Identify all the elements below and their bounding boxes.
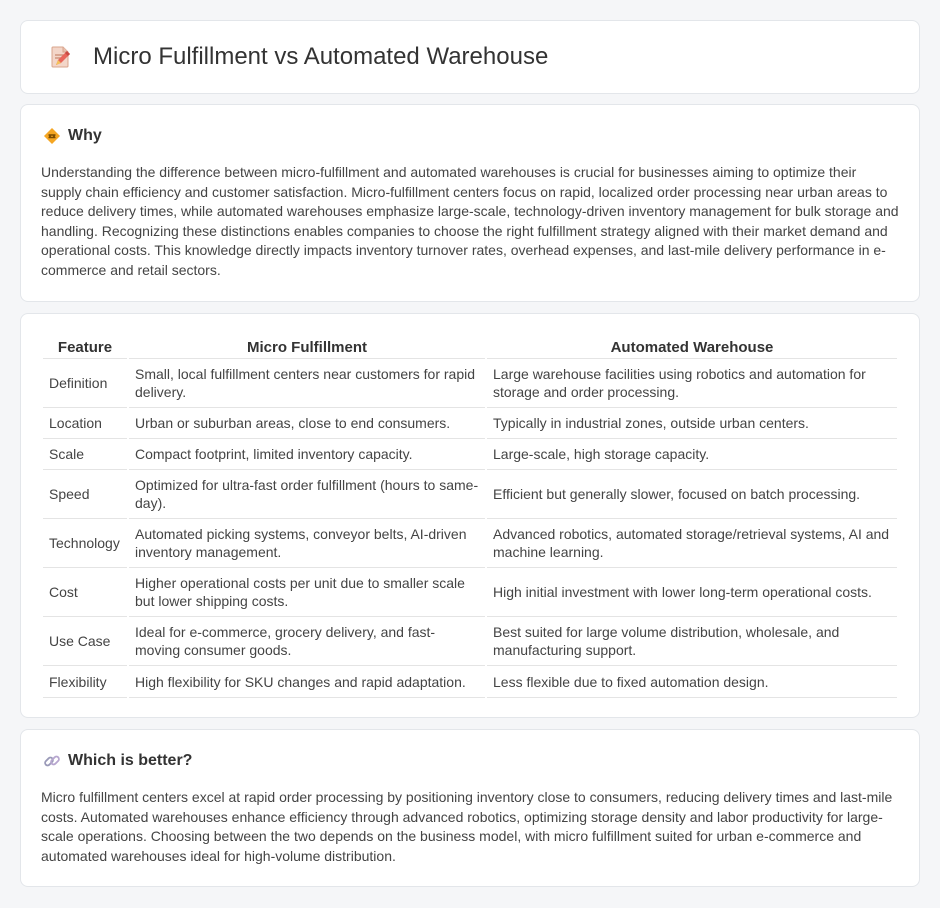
header-feature: Feature xyxy=(43,337,127,359)
document-pencil-icon xyxy=(47,44,73,70)
micro-cell: Compact footprint, limited inventory capacity. xyxy=(129,439,485,470)
comparison-card xyxy=(20,313,920,718)
table-row xyxy=(43,439,897,470)
feature-cell: Cost xyxy=(43,568,127,617)
warehouse-cell: Large warehouse facilities using robotics and automation for storage and order processing. xyxy=(487,359,897,408)
feature-cell: Use Case xyxy=(43,617,127,666)
micro-cell: High flexibility for SKU changes and rapid adaptation. xyxy=(129,666,485,698)
micro-cell: Higher operational costs per unit due to smaller scale but lower shipping costs. xyxy=(129,568,485,617)
feature-cell: Location xyxy=(43,408,127,439)
warehouse-cell: Advanced robotics, automated storage/retrieval systems, AI and machine learning. xyxy=(487,519,897,568)
title-card xyxy=(20,20,920,94)
warehouse-cell: Efficient but generally slower, focused on batch processing. xyxy=(487,470,897,519)
warehouse-cell: High initial investment with lower long-term operational costs. xyxy=(487,568,897,617)
table-row xyxy=(43,617,897,666)
header-micro-fulfillment: Micro Fulfillment xyxy=(129,337,485,359)
comparison-table xyxy=(41,337,899,698)
warehouse-cell: Less flexible due to fixed automation design. xyxy=(487,666,897,698)
which-is-better-section xyxy=(20,729,920,887)
page-title: Micro Fulfillment vs Automated Warehouse xyxy=(93,43,549,70)
micro-cell: Ideal for e-commerce, grocery delivery, and fast-moving consumer goods. xyxy=(129,617,485,666)
warehouse-cell: Large-scale, high storage capacity. xyxy=(487,439,897,470)
table-row xyxy=(43,470,897,519)
table-row xyxy=(43,519,897,568)
diamond-warning-icon xyxy=(43,127,61,145)
why-title: Why xyxy=(68,127,102,144)
feature-cell: Technology xyxy=(43,519,127,568)
why-section xyxy=(20,104,920,302)
feature-cell: Flexibility xyxy=(43,666,127,698)
link-icon xyxy=(43,752,61,770)
micro-cell: Automated picking systems, conveyor belts, AI-driven inventory management. xyxy=(129,519,485,568)
table-row xyxy=(43,359,897,408)
feature-cell: Speed xyxy=(43,470,127,519)
better-title: Which is better? xyxy=(68,752,193,769)
warehouse-cell: Best suited for large volume distribution, wholesale, and manufacturing support. xyxy=(487,617,897,666)
table-row xyxy=(43,408,897,439)
better-body: Micro fulfillment centers excel at rapid order processing by positioning inventory close to consumers, reducing delivery times and last-mile costs. Automated warehouses enhance efficiency through advanced robotics, optimizing storage density and labor productivity for large-scale operations. Choosing between the two depends on the business model, with micro fulfillment suited for urban e-commerce and automated warehouses ideal for high-volume distribution. xyxy=(41,789,893,864)
micro-cell: Urban or suburban areas, close to end consumers. xyxy=(129,408,485,439)
why-body: Understanding the difference between micro-fulfillment and automated warehouses is crucial for businesses aiming to optimize their supply chain efficiency and customer satisfaction. Micro-fulfillment centers focus on rapid, localized order processing near urban areas to reduce delivery times, while automated warehouses emphasize large-scale, technology-driven inventory management for bulk storage and handling. Recognizing these distinctions enables companies to choose the right fulfillment strategy aligned with their market demand and operational costs. This knowledge directly impacts inventory turnover rates, overhead expenses, and last-mile delivery performance in e-commerce and retail sectors. xyxy=(41,164,899,278)
table-row xyxy=(43,666,897,698)
table-row xyxy=(43,568,897,617)
micro-cell: Small, local fulfillment centers near customers for rapid delivery. xyxy=(129,359,485,408)
micro-cell: Optimized for ultra-fast order fulfillment (hours to same-day). xyxy=(129,470,485,519)
feature-cell: Definition xyxy=(43,359,127,408)
feature-cell: Scale xyxy=(43,439,127,470)
table-header-row xyxy=(43,337,897,359)
warehouse-cell: Typically in industrial zones, outside urban centers. xyxy=(487,408,897,439)
header-automated-warehouse: Automated Warehouse xyxy=(487,337,897,359)
